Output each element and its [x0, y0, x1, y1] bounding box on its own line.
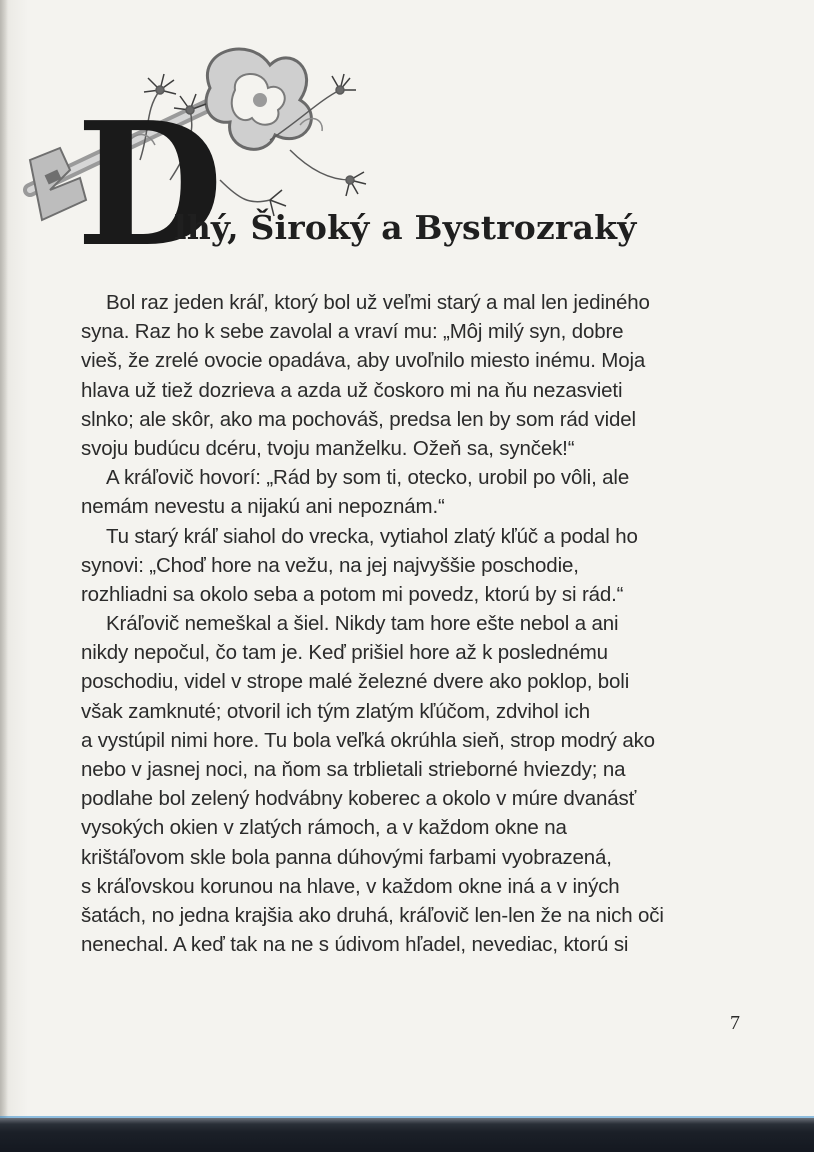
text-line: s kráľovskou korunou na hlave, v každom okne iná a v iných — [81, 874, 620, 898]
text-line: svoju budúcu dcéru, tvoju manželku. Ožeň sa, synček!“ — [81, 436, 575, 460]
text-line: Kráľovič nemeškal a šiel. Nikdy tam hore ešte nebol a ani — [106, 612, 619, 636]
text-line: synovi: „Choď hore na vežu, na jej najvyššie poschodie, — [81, 553, 579, 577]
text-line: podlahe bol zelený hodvábny koberec a okolo v múre dvanásť — [81, 787, 637, 811]
spine-shadow — [0, 0, 8, 1120]
body-text — [81, 288, 761, 959]
text-line: poschodiu, videl v strope malé železné dvere ako poklop, boli — [81, 670, 630, 694]
book-cover-edge — [0, 1118, 814, 1152]
text-line: rozhliadni sa okolo seba a potom mi povedz, ktorú by si rád.“ — [81, 582, 624, 606]
text-line: však zamknuté; otvoril ich tým zlatým kľúčom, zdvihol ich — [81, 699, 590, 723]
chapter-title: lhý, Široký a Bystrozraký — [174, 208, 637, 247]
text-line: Bol raz jeden kráľ, ktorý bol už veľmi starý a mal len jediného — [106, 291, 650, 314]
text-line: A kráľovič hovorí: „Rád by som ti, otecko, urobil po vôli, ale — [106, 466, 630, 490]
text-line: hlava už tiež dozrieva a azda už čoskoro mi na ňu nezasvieti — [81, 378, 623, 402]
text-line: slnko; ale skôr, ako ma pochováš, predsa len by som rád videl — [81, 407, 636, 431]
text-line: krištáľovom skle bola panna dúhovými farbami vyobrazená, — [81, 845, 612, 869]
text-line: Tu starý kráľ siahol do vrecka, vytiahol zlatý kľúč a podal ho — [106, 524, 638, 548]
text-line: syna. Raz ho k sebe zavolal a vraví mu: „Môj milý syn, dobre — [81, 320, 624, 344]
drop-cap-letter: D — [76, 85, 224, 260]
text-line: vysokých okien v zlatých rámoch, a v každom okne na — [81, 816, 567, 840]
text-line: a vystúpil nimi hore. Tu bola veľká okrúhla sieň, strop modrý ako — [81, 728, 655, 752]
text-line: nebo v jasnej noci, na ňom sa trblietali strieborné hviezdy; na — [81, 758, 626, 781]
text-line: nenechal. A keď tak na ne s údivom hľadel, nevediac, ktorú si — [81, 933, 629, 957]
text-line: šatách, no jedna krajšia ako druhá, kráľovič len-len že na nich oči — [81, 903, 664, 927]
text-line: nemám nevestu a nijakú ani nepoznám.“ — [81, 495, 445, 519]
text-line: vieš, že zrelé ovocie opadáva, aby uvoľnilo miesto inému. Moja — [81, 349, 646, 373]
text-line: nikdy nepočul, čo tam je. Keď prišiel hore až k poslednému — [81, 641, 608, 665]
page-number: 7 — [730, 1012, 740, 1034]
